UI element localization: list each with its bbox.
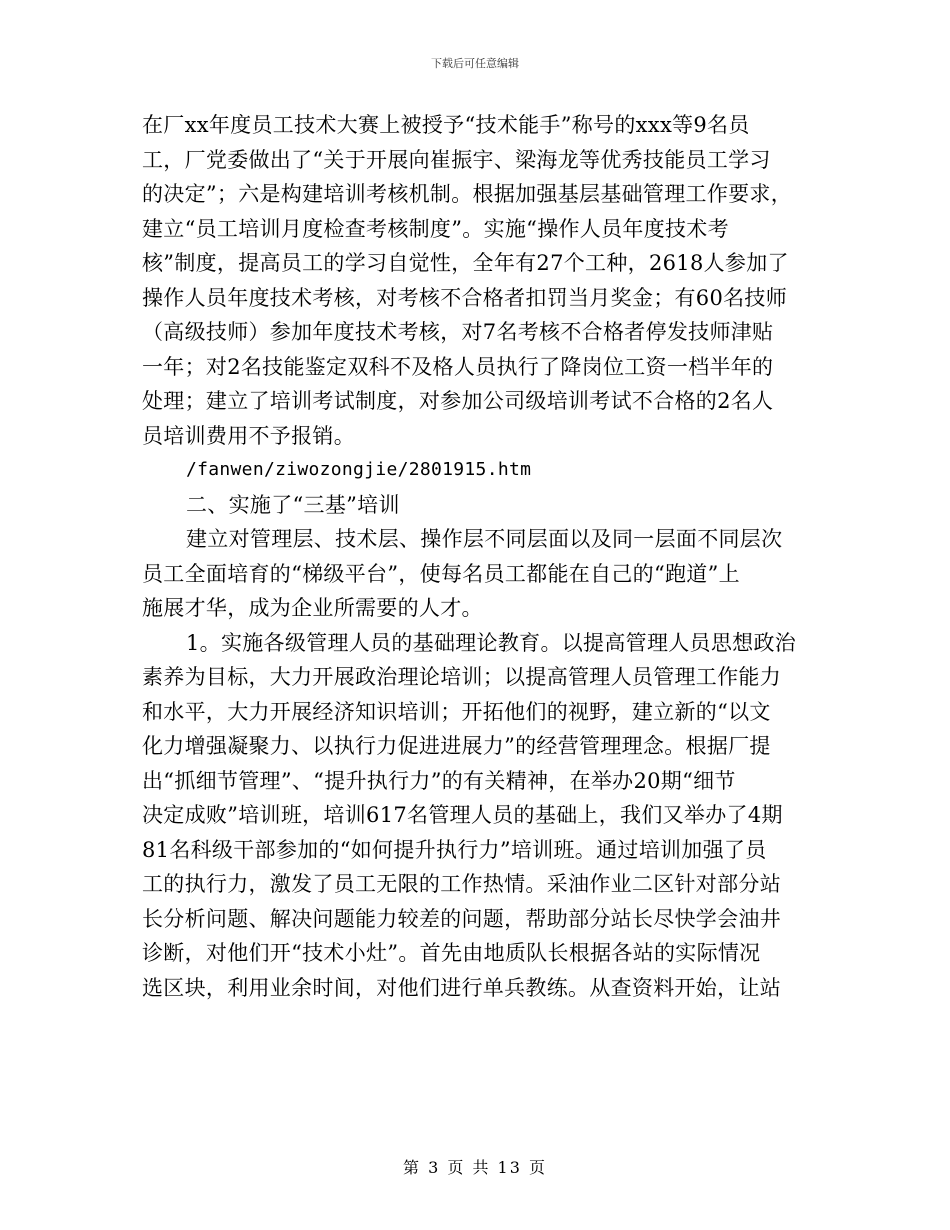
text-line: 在厂xx年度员工技术大赛上被授予“技术能手”称号的xxx等9名员 [142, 113, 750, 137]
text-line: 1。实施各级管理人员的基础理论教育。以提高管理人员思想政治 [186, 630, 797, 655]
text-line: 素养为目标，大力开展政治理论培训；以提高管理人员管理工作能力 [142, 665, 781, 689]
text-line: 施展才华，成为企业所需要的人才。 [142, 596, 483, 620]
text-line: 化力增强凝聚力、以执行力促进进展力”的经营管理理念。根据厂提 [142, 734, 771, 758]
text-line: 工的执行力，激发了员工无限的工作热情。采油作业二区针对部分站 [142, 872, 781, 896]
page-footer: 第 3 页 共 13 页 [403, 1158, 547, 1177]
text-line: 和水平，大力开展经济知识培训；开拓他们的视野，建立新的“以文 [142, 699, 771, 724]
document-body [142, 108, 810, 1005]
text-line: 工，厂党委做出了“关于开展向崔振宇、梁海龙等优秀技能员工学习 [142, 147, 771, 172]
text-line: 建立“员工培训月度检查考核制度”。实施“操作人员年度技术考 [142, 216, 729, 241]
text-line: 81名科级干部参加的“如何提升执行力”培训班。通过培训加强了员 [142, 837, 767, 862]
text-line: 处理；建立了培训考试制度，对参加公司级培训考试不合格的2名人 [142, 389, 774, 413]
text-line: 操作人员年度技术考核，对考核不合格者扣罚当月奖金；有60名技师 [142, 285, 788, 310]
text-line: 建立对管理层、技术层、操作层不同层面以及同一层面不同层次 [186, 527, 783, 551]
page-header: 下载后可任意编辑 [431, 57, 519, 70]
text-line: 选区块，利用业余时间，对他们进行单兵教练。从查资料开始，让站 [142, 975, 781, 1000]
text-line: 一年；对2名技能鉴定双科不及格人员执行了降岗位工资一档半年的 [142, 354, 774, 379]
url-text-line: /fanwen/ziwozongjie/2801915.htm [186, 459, 532, 480]
text-line: 决定成败”培训班，培训617名管理人员的基础上，我们又举办了4期 [142, 803, 783, 827]
text-line: 诊断，对他们开“技术小灶”。首先由地质队长根据各站的实际情况 [142, 941, 761, 965]
text-line: 员工全面培育的“梯级平台”，使每名员工都能在自己的“跑道”上 [142, 561, 740, 586]
text-line: （高级技师）参加年度技术考核，对7名考核不合格者停发技师津贴 [142, 320, 774, 344]
text-line: 员培训费用不予报销。 [142, 423, 355, 448]
text-line: 核”制度，提高员工的学习自觉性，全年有27个工种，2618人参加了 [142, 251, 789, 275]
text-line: 二、实施了“三基”培训 [186, 492, 400, 517]
text-line: 出“抓细节管理”、“提升执行力”的有关精神，在举办20期“细节 [142, 768, 736, 793]
text-line: 长分析问题、解决问题能力较差的问题，帮助部分站长尽快学会油井 [142, 906, 781, 931]
text-line: 的决定”；六是构建培训考核机制。根据加强基层基础管理工作要求， [142, 182, 793, 206]
